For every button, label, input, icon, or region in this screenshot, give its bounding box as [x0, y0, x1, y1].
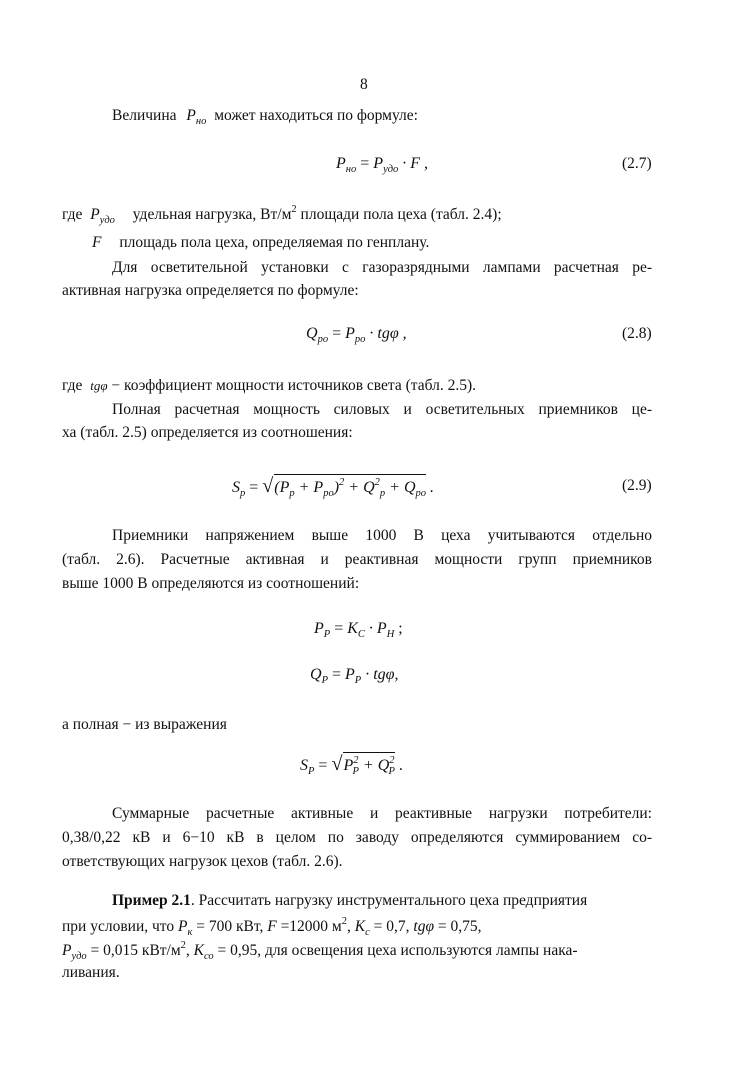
eq-2-9-plus1: + P [294, 479, 324, 496]
where-1-prefix: где [62, 206, 83, 223]
eq-2-9-lhs-sub: р [240, 488, 246, 499]
example-line-3 [62, 941, 578, 963]
eq-sp-equals: = [314, 757, 332, 774]
example-title: Пример 2.1 [112, 892, 191, 909]
eq-sp-p: P [343, 757, 354, 774]
equation-qp [310, 666, 399, 686]
eq-2-9-sq2: 2 [374, 477, 380, 488]
where-1-symbol-sub: удо [99, 215, 115, 226]
example-pk: P [177, 918, 188, 935]
eq-pp-tail: · P [364, 620, 387, 637]
eq-2-8-lhs-sub: ро [317, 334, 329, 345]
example-tg: tgφ [413, 918, 435, 935]
example-pk-sub: к [187, 927, 193, 938]
eq-2-9-plus3: + Q [385, 479, 416, 496]
eq-2-9-sq1: 2 [339, 477, 345, 488]
example-f: F [267, 918, 277, 935]
equation-2-8 [306, 325, 407, 345]
equation-sp [300, 752, 403, 777]
para-sum-line-2: 0,38/0,22 кВ и 6−10 кВ в целом по заводу определяются суммированием со- [62, 829, 652, 846]
example-pudo-sub: удо [71, 951, 87, 962]
example-l2-c: =12000 м [276, 918, 342, 935]
page-number: 8 [360, 76, 368, 93]
definition-tgphi [62, 378, 476, 394]
where-1-text-b: площади пола цеха (табл. 2.4); [296, 206, 502, 223]
example-m2: 2 [341, 916, 347, 927]
where-3-text: − коэффициент мощности источников света (табл. 2.5). [107, 377, 477, 394]
eq-sp-q-sup: 2 [389, 755, 395, 766]
eq-2-8-rhs: P [345, 325, 355, 342]
equation-number-2-7: (2.7) [622, 155, 652, 172]
eq-pp-lhs: P [314, 620, 324, 637]
eq-2-9-p1-sub: р [289, 488, 295, 499]
para-full-line-2: ха (табл. 2.5) определяется из соотношения: [62, 424, 353, 441]
eq-sp-plus: + Q [358, 757, 390, 774]
example-l3-b: = 0,015 кВт/м [86, 942, 181, 959]
sqrt-icon-2: √ [331, 753, 343, 775]
eq-sp-lhs: S [300, 757, 308, 774]
eq-pp-k-sub: С [357, 629, 365, 640]
eq-pp-end: ; [394, 620, 403, 637]
equation-number-2-8: (2.8) [622, 325, 652, 342]
eq-pp-lhs-sub: Р [323, 629, 331, 640]
para-hv-line-2: (табл. 2.6). Расчетные активная и реактивная мощности групп приемников [62, 551, 652, 568]
where-1-sup: 2 [291, 204, 297, 215]
eq-2-9-dot: . [426, 479, 434, 496]
eq-2-7-rhs: P [373, 155, 384, 172]
equation-2-7 [336, 155, 428, 175]
eq-2-9-q-sub: р [379, 488, 386, 499]
definition-f [92, 235, 429, 251]
eq-2-9-plus2: + Q [344, 479, 375, 496]
example-pudo: P [62, 942, 72, 959]
para-hv-line-1: Приемники напряжением выше 1000 В цеха учитываются отдельно [112, 527, 652, 544]
eq-2-8-rhs-sub: ро [354, 334, 366, 345]
eq-2-8-equals: = [328, 325, 346, 342]
para-reactive-line-1: Для осветительной установки с газоразрядными лампами расчетная ре- [112, 259, 652, 276]
example-l2-a: при условии, что [62, 918, 178, 935]
example-line-2 [62, 917, 482, 939]
para-full-line-1: Полная расчетная мощность силовых и осветительных приемников це- [112, 401, 652, 418]
eq-2-9-p2-sub: ро [323, 488, 334, 499]
intro-symbol: P [186, 107, 196, 124]
example-l3-d: = 0,95, для освещения цеха используются лампы нака- [213, 942, 578, 959]
eq-qp-p-sub: Р [354, 675, 362, 686]
example-m2b: 2 [180, 940, 186, 951]
eq-2-9-equals: = [245, 479, 263, 496]
example-l2-f: = 0,75, [434, 918, 482, 935]
where-1-text-a: удельная нагрузка, Вт/м [132, 206, 292, 223]
equation-2-9 [232, 474, 434, 499]
eq-2-7-lhs-sub: но [345, 164, 357, 175]
example-line-1-rest: . Рассчитать нагрузку инструментального цеха предприятия [190, 892, 588, 909]
where-3-symbol: tgφ [90, 378, 108, 393]
eq-sp-p-sup: 2 [353, 755, 359, 766]
eq-qp-tail: · tgφ, [361, 666, 399, 683]
example-line-4: ливания. [62, 964, 120, 981]
eq-2-9-close: ) [333, 479, 340, 496]
where-2-text: площадь пола цеха, определяемая по генплану. [119, 234, 430, 251]
intro-symbol-sub: но [195, 116, 207, 127]
sqrt-icon: √ [262, 475, 274, 497]
example-l2-b: = 700 кВт, [192, 918, 268, 935]
eq-2-9-lhs: S [232, 479, 240, 496]
eq-pp-k: K [347, 620, 358, 637]
example-l2-e: = 0,7, [369, 918, 414, 935]
example-kc-sub: с [365, 927, 370, 938]
intro-prefix: Величина [112, 107, 177, 124]
example-kco: K [193, 942, 205, 959]
equation-number-2-9: (2.9) [622, 477, 652, 494]
intro-suffix: может находиться по формуле: [214, 107, 418, 124]
para-sum-line-3: ответствующих нагрузок цехов (табл. 2.6). [62, 853, 343, 870]
example-l3-c: , [185, 942, 194, 959]
intro-line [112, 108, 418, 128]
eq-qp-lhs: Q [310, 666, 322, 683]
example-kco-sub: со [204, 951, 214, 962]
eq-pp-tail-sub: Н [386, 629, 395, 640]
definition-p-udo [62, 205, 502, 227]
eq-qp-p: P [345, 666, 355, 683]
para-reactive-line-2: активная нагрузка определяется по формуле: [62, 282, 359, 299]
para-hv-line-3: выше 1000 В определяются из соотношений: [62, 575, 360, 592]
equation-pp [314, 620, 403, 640]
eq-2-8-tail: · tgφ , [365, 325, 407, 342]
eq-2-9-qro-sub: ро [415, 488, 426, 499]
example-kc: K [354, 918, 366, 935]
eq-2-7-equals: = [356, 155, 374, 172]
where-1-symbol: P [90, 206, 100, 223]
eq-sp-q-sub: Р [388, 766, 395, 777]
example-l2-d: , [347, 918, 355, 935]
eq-pp-equals: = [330, 620, 348, 637]
para-sum-line-1: Суммарные расчетные активные и реактивные нагрузки потребители: [112, 805, 652, 822]
para-total: а полная − из выражения [62, 716, 227, 733]
eq-2-9-p1: (P [274, 479, 290, 496]
eq-qp-equals: = [327, 666, 346, 683]
eq-qp-lhs-sub: Р [321, 675, 328, 686]
example-line-1 [112, 893, 587, 909]
where-3-prefix: где [62, 377, 83, 394]
eq-2-9-radicand [274, 474, 426, 499]
eq-2-7-tail: · F , [398, 155, 429, 172]
eq-sp-radicand [343, 752, 394, 777]
where-2-symbol: F [92, 234, 102, 251]
eq-2-7-lhs: P [336, 155, 346, 172]
eq-sp-lhs-sub: Р [308, 766, 315, 777]
eq-2-7-rhs-sub: удо [383, 164, 399, 175]
eq-sp-p-sub: Р [352, 766, 359, 777]
eq-sp-end: . [394, 757, 403, 774]
eq-2-8-lhs: Q [306, 325, 318, 342]
